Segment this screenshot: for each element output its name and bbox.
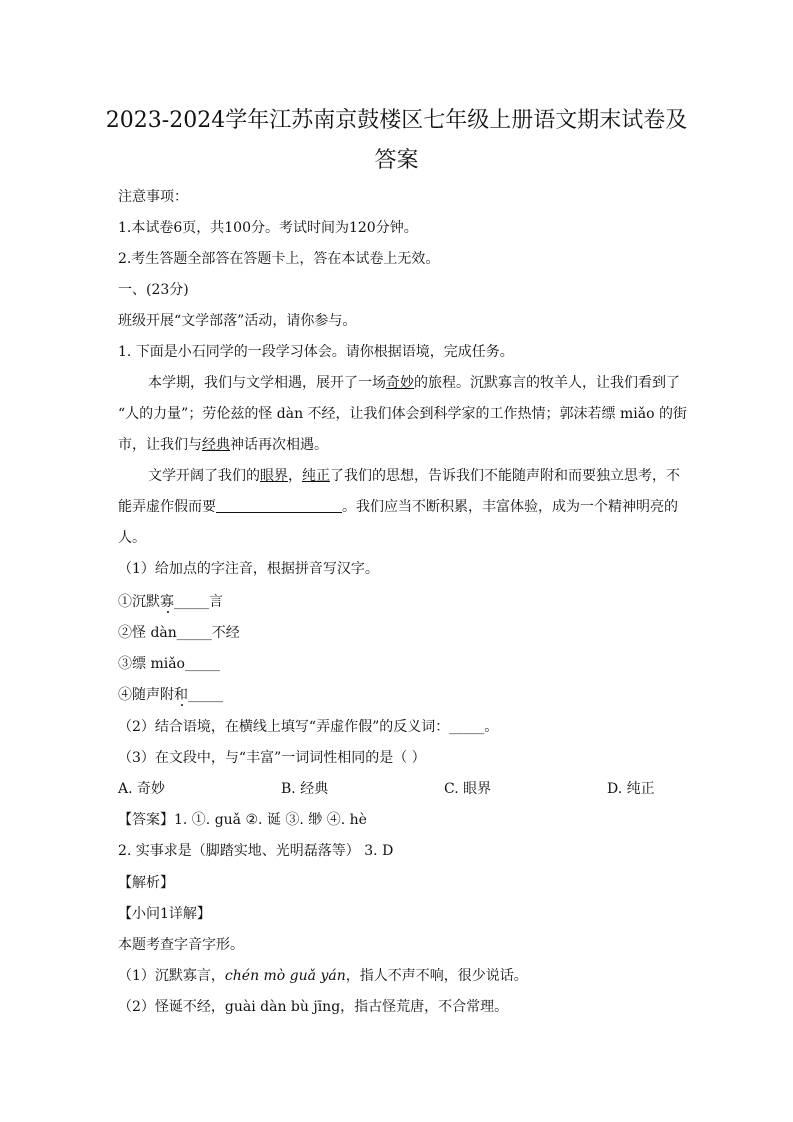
item-3: ③缥 miǎo_____ [118, 656, 220, 672]
section-1-intro: 班级开展“文学部落”活动，请你参与。 [118, 313, 357, 329]
answer-line-2: 2. 实事求是（脚踏实地、光明磊落等） 3. D [118, 843, 394, 859]
passage-line: 文学开阔了我们的眼界，纯正了我们的思想，告诉我们不能随声附和而要独立思考，不 [148, 468, 680, 484]
question-1: 1. 下面是小石同学的一段学习体会。请你根据语境，完成任务。 [118, 344, 514, 360]
option-b: B. 经典 [281, 781, 329, 797]
answer-line-1: 【答案】1. ①. guǎ ②. 诞 ③. 缈 ④. hè [118, 812, 367, 828]
subquestion-2: （2）结合语境，在横线上填写“弄虚作假”的反义词：_____。 [118, 719, 499, 735]
section-1-heading: 一、(23分) [118, 282, 189, 298]
analysis-explain-2: （2）怪诞不经，guài dàn bù jīng，指古怪荒唐，不合常理。 [118, 999, 509, 1015]
analysis-topic: 本题考查字音字形。 [118, 937, 244, 953]
item-2: ②怪 dàn_____不经 [118, 625, 240, 641]
analysis-explain-1: （1）沉默寡言，chén mò guǎ yán，指人不声不响，很少说话。 [118, 968, 528, 984]
subquestion-1: （1）给加点的字注音，根据拼音写汉字。 [118, 561, 379, 577]
passage-line: 市，让我们与经典神话再次相遇。 [118, 437, 328, 453]
option-d: D. 纯正 [607, 781, 655, 797]
notice-item-1: 1.本试卷6页，共100分。考试时间为120分钟。 [118, 220, 418, 236]
notice-item-2: 2.考生答题全部答在答题卡上，答在本试卷上无效。 [118, 251, 440, 267]
passage-line: 本学期，我们与文学相遇，展开了一场奇妙的旅程。沉默寡言的牧羊人，让我们看到了 [148, 375, 680, 391]
item-4: ④随声附和_____ [118, 687, 223, 703]
analysis-sub-1: 【小问1详解】 [118, 906, 211, 922]
document-title-line2: 答案 [374, 148, 419, 173]
option-a: A. 奇妙 [118, 781, 166, 797]
option-c: C. 眼界 [444, 781, 492, 797]
fill-blank [216, 498, 342, 513]
document-title-line1: 2023-2024学年江苏南京鼓楼区七年级上册语文期末试卷及 [105, 108, 688, 133]
passage-line: 人。 [118, 530, 146, 546]
notice-heading: 注意事项： [118, 189, 188, 205]
item-1: ①沉默寡_____言 [118, 594, 223, 610]
subquestion-3: （3）在文段中，与“丰富”一词词性相同的是（ ） [118, 750, 426, 766]
passage-line: 能弄虚作假而要 。我们应当不断积累，丰富体验，成为一个精神明亮的 [118, 499, 678, 515]
passage-line: “人的力量”；劳伦兹的怪 dàn 不经，让我们体会到科学家的工作热情；郭沫若缥 miǎo 的街 [118, 406, 687, 422]
analysis-heading: 【解析】 [118, 875, 174, 891]
